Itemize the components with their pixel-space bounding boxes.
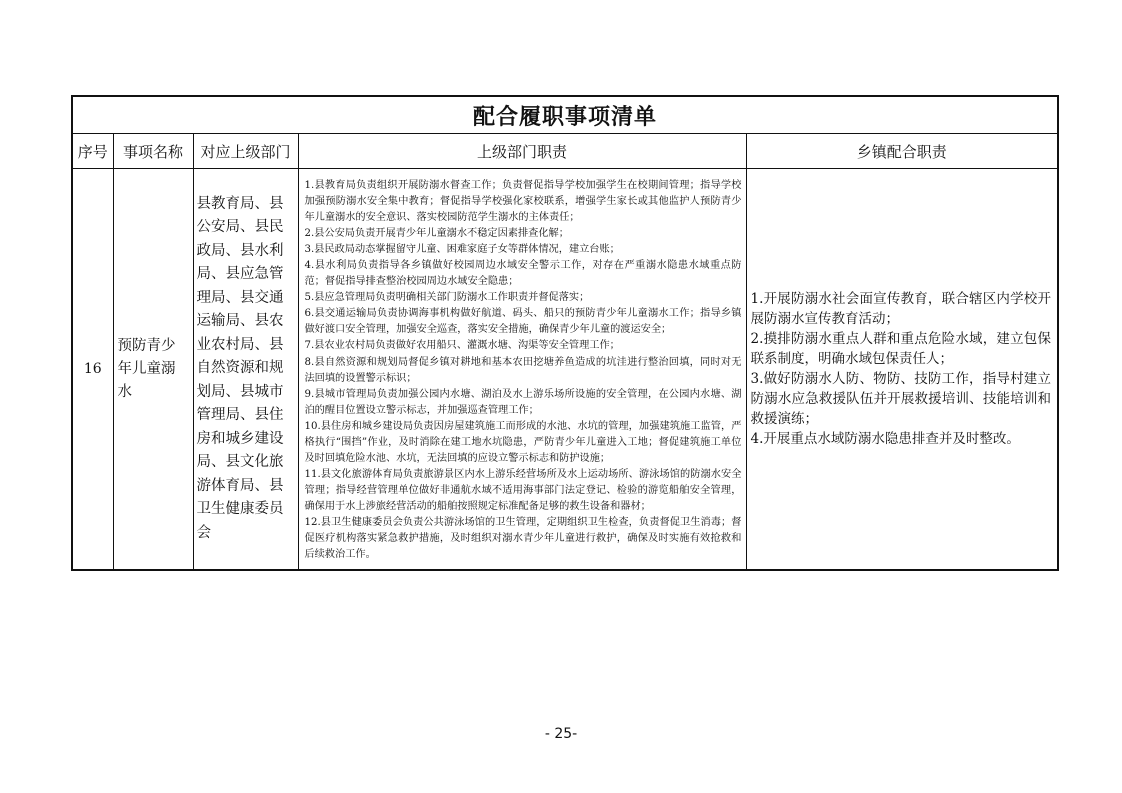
header-duty: 上级部门职责 [298,134,746,169]
duty-item: 8.县自然资源和规划局督促乡镇对耕地和基本农田挖塘养鱼造成的坑洼进行整治回填，同时对无法回填的设置警示标识； [304,356,742,384]
header-row [72,134,1058,169]
title-row [72,96,1058,134]
row-number: 16 [72,169,113,571]
duty-item: 6.县交通运输局负责协调海事机构做好航道、码头、船只的预防青少年儿童溺水工作；指导乡镇做好渡口安全管理，加强安全巡查，落实安全措施，确保青少年儿童的渡运安全； [304,308,742,336]
table-row [72,169,1058,571]
town-duty-item: 1.开展防溺水社会面宣传教育，联合辖区内学校开展防溺水宣传教育活动； [750,291,1051,328]
town-duty-item: 4.开展重点水域防溺水隐患排查并及时整改。 [750,431,1020,448]
duty-item: 5.县应急管理局负责明确相关部门防溺水工作职责并督促落实； [304,292,590,304]
duty-item: 9.县城市管理局负责加强公园内水塘、湖泊及水上游乐场所设施的安全管理，在公园内水塘、湖泊的醒目位置设立警示标志，并加强巡查管理工作； [304,388,742,416]
town-duty-item: 3.做好防溺水人防、物防、技防工作，指导村建立防溺水应急救援队伍并开展救援培训、技能培训和救援演练； [750,371,1051,428]
header-town: 乡镇配合职责 [746,134,1058,169]
header-num: 序号 [72,134,113,169]
duty-item: 2.县公安局负责开展青少年儿童溺水不稳定因素排查化解； [304,228,569,240]
header-name: 事项名称 [113,134,193,169]
page-number: - 25- [544,726,578,742]
item-name: 预防青少年儿童溺水 [113,169,193,571]
superior-duties [298,169,746,571]
departments: 县教育局、县公安局、县民政局、县水利局、县应急管理局、县交通运输局、县农业农村局、县自然资源和规划局、县城市管理局、县住房和城乡建设局、县文化旅游体育局、县卫生健康委员会 [193,169,298,571]
township-duties [746,169,1058,571]
header-dept: 对应上级部门 [193,134,298,169]
duty-item: 11.县文化旅游体育局负责旅游景区内水上游乐经营场所及水上运动场所、游泳场馆的防溺水安全管理；指导经营管理单位做好非通航水域不适用海事部门法定登记、检验的游览船舶安全管理，确保用于水上涉旅经营活动的船舶按照规定标准配备足够的救生设备和器材； [304,468,742,512]
duty-list-table [71,95,1059,571]
duty-item: 12.县卫生健康委员会负责公共游泳场馆的卫生管理，定期组织卫生检查，负责督促卫生消毒；督促医疗机构落实紧急救护措施，及时组织对溺水青少年儿童进行救护，确保及时实施有效抢救和后续救治工作。 [304,516,742,561]
duty-item: 10.县住房和城乡建设局负责因房屋建筑施工而形成的水池、水坑的管理，加强建筑施工监管，严格执行“围挡”作业，及时消除在建工地水坑隐患，严防青少年儿童进入工地；督促建筑施工单位及时回填危险水池、水坑，无法回填的应设立警示标志和防护设施； [304,420,742,464]
table-title: 配合履职事项清单 [72,96,1058,134]
duty-item: 3.县民政局动态掌握留守儿童、困难家庭子女等群体情况，建立台账； [304,244,620,256]
town-duty-item: 2.摸排防溺水重点人群和重点危险水域，建立包保联系制度，明确水域包保责任人； [750,331,1051,368]
duty-item: 7.县农业农村局负责做好农用船只、灌溉水塘、沟渠等安全管理工作； [304,340,620,352]
duty-item: 1.县教育局负责组织开展防溺水督查工作；负责督促指导学校加强学生在校期间管理；指导学校加强预防溺水安全集中教育；督促指导学校强化家校联系，增强学生家长或其他监护人预防青少年儿童溺水的安全意识、落实校园防范学生溺水的主体责任； [304,180,742,224]
duty-item: 4.县水利局负责指导各乡镇做好校园周边水域安全警示工作，对存在严重溺水隐患水域重点防范；督促指导排查整治校园周边水域安全隐患； [304,260,742,288]
